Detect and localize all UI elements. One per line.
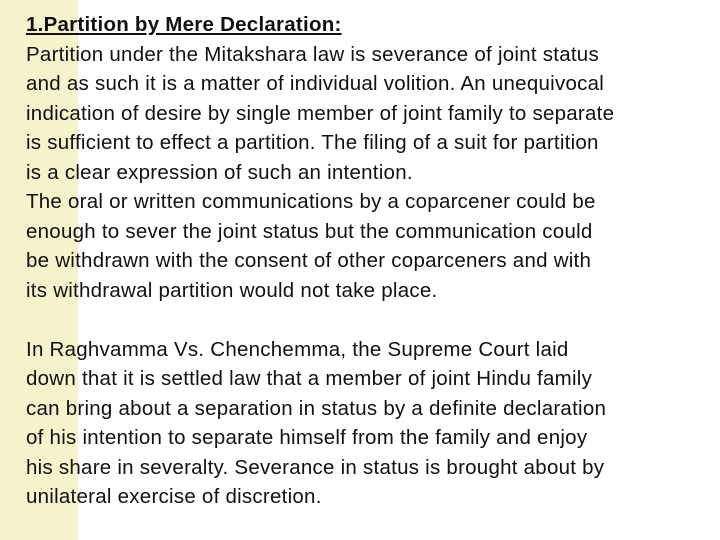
text-line: down that it is settled law that a member of joint Hindu family bbox=[26, 367, 593, 390]
text-line: its withdrawal partition would not take place. bbox=[26, 278, 438, 302]
text-line: of his intention to separate himself from the family and enjoy bbox=[26, 426, 588, 449]
slide-content bbox=[26, 10, 716, 512]
text-line: is a clear expression of such an intention. bbox=[26, 160, 413, 184]
text-line: unilateral exercise of discretion. bbox=[26, 485, 322, 508]
text-line: indication of desire by single member of joint family to separate bbox=[26, 101, 615, 125]
paragraph-raghvamma-case bbox=[26, 335, 716, 512]
text-line: be withdrawn with the consent of other coparceners and with bbox=[26, 249, 592, 272]
text-line: can bring about a separation in status by a definite declaration bbox=[26, 396, 607, 420]
text-line: is sufficient to effect a partition. The filing of a suit for partition bbox=[26, 131, 599, 154]
text-line: and as such it is a matter of individual volition. An unequivocal bbox=[26, 72, 605, 95]
text-line: In Raghvamma Vs. Chenchemma, the Supreme Court laid bbox=[26, 337, 569, 361]
text-line: enough to sever the joint status but the communication could bbox=[26, 219, 593, 243]
paragraph-mitakshara bbox=[26, 40, 716, 188]
paragraph-communications bbox=[26, 187, 716, 305]
paragraph-gap bbox=[26, 305, 716, 335]
text-line: Partition under the Mitakshara law is severance of joint status bbox=[26, 42, 599, 66]
slide-heading: 1.Partition by Mere Declaration: bbox=[26, 13, 342, 36]
text-line: his share in severalty. Severance in status is brought about by bbox=[26, 455, 605, 479]
text-line: The oral or written communications by a coparcener could be bbox=[26, 190, 596, 213]
